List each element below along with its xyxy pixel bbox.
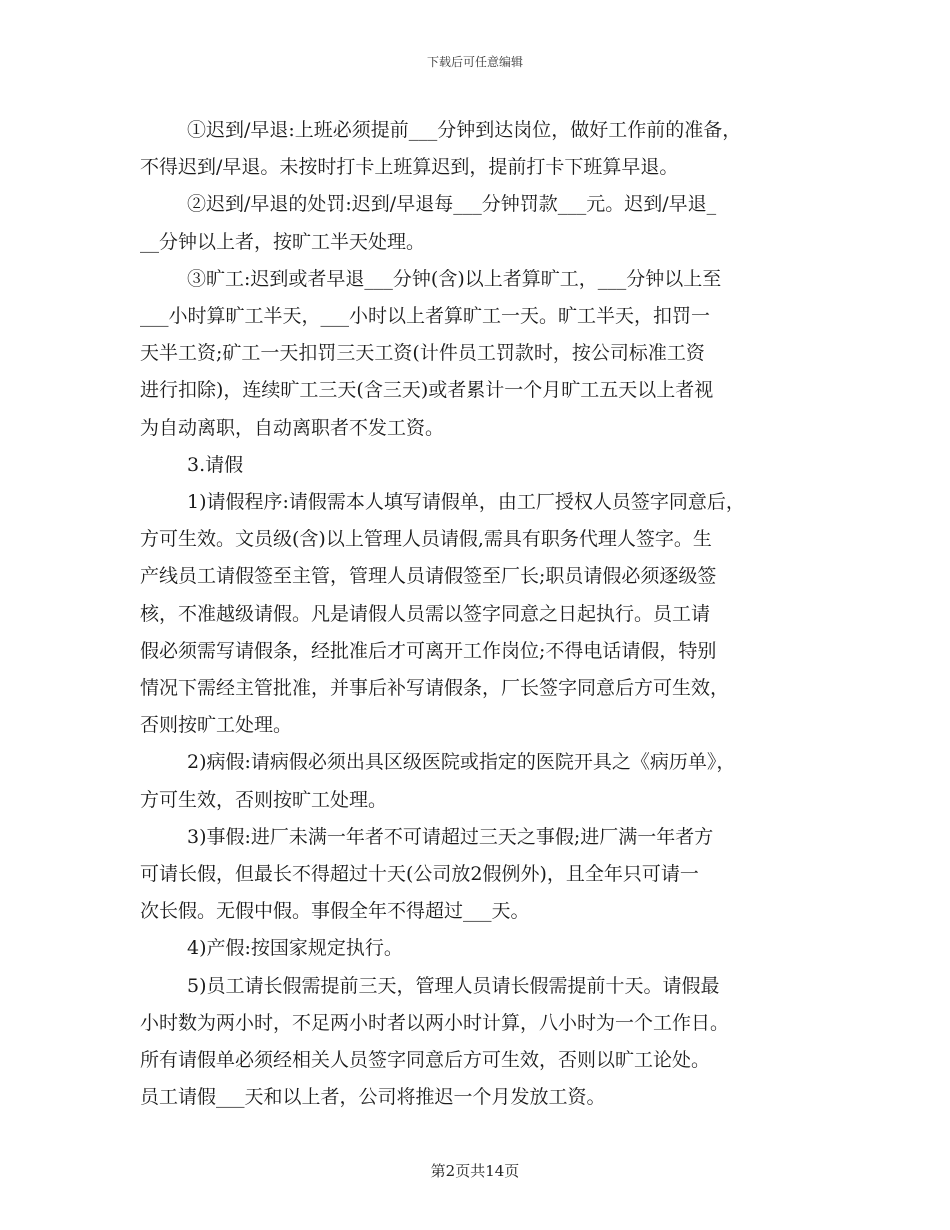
page-header: 下载后可任意编辑 <box>426 55 523 69</box>
body-line: 不得迟到/早退。未按时打卡上班算迟到，提前打卡下班算早退。 <box>140 156 679 179</box>
body-line: 进行扣除)，连续旷工三天(含三天)或者累计一个月旷工五天以上者视 <box>140 379 714 402</box>
page-number-footer: 第2页共14页 <box>430 1162 520 1180</box>
body-line: 次长假。无假中假。事假全年不得超过___天。 <box>140 900 530 923</box>
body-line: 假必须需写请假条，经批准后才可离开工作岗位;不得电话请假，特别 <box>140 639 717 662</box>
body-line: 员工请假___天和以上者，公司将推迟一个月发放工资。 <box>140 1086 606 1109</box>
body-line: 所有请假单必须经相关人员签字同意后方可生效，否则以旷工论处。 <box>140 1049 711 1072</box>
body-line: 产线员工请假签至主管，管理人员请假签至厂长;职员请假必须逐级签 <box>140 565 717 588</box>
body-line: 3)事假:进厂未满一年者不可请超过三天之事假;进厂满一年者方 <box>187 825 714 848</box>
body-line: ___小时算旷工半天，___小时以上者算旷工一天。旷工半天，扣罚一 <box>140 305 711 328</box>
body-line: 可请长假，但最长不得超过十天(公司放2假例外)，且全年只可请一 <box>140 863 699 886</box>
body-line: 3.请假 <box>187 453 244 476</box>
body-line: 4)产假:按国家规定执行。 <box>187 937 403 960</box>
body-line: ②迟到/早退的处罚:迟到/早退每___分钟罚款___元。迟到/早退_ <box>187 193 717 216</box>
body-line: 为自动离职，自动离职者不发工资。 <box>140 416 445 439</box>
body-line: 5)员工请长假需提前三天，管理人员请长假需提前十天。请假最 <box>187 974 720 997</box>
body-line: 方可生效，否则按旷工处理。 <box>140 788 388 811</box>
body-line: 1)请假程序:请假需本人填写请假单，由工厂授权人员签字同意后， <box>187 491 745 514</box>
body-line: __分钟以上者，按旷工半天处理。 <box>140 230 426 253</box>
body-line: 否则按旷工处理。 <box>140 714 293 737</box>
body-line: ①迟到/早退:上班必须提前___分钟到达岗位，做好工作前的准备， <box>187 119 742 141</box>
body-line: 核，不准越级请假。凡是请假人员需以签字同意之日起执行。员工请 <box>140 602 711 625</box>
body-line: 天半工资;矿工一天扣罚三天工资(计件员工罚款时，按公司标准工资 <box>140 342 705 365</box>
body-line: ③旷工:迟到或者早退___分钟(含)以上者算旷工，___分钟以上至 <box>187 267 722 290</box>
document-body <box>140 112 830 1116</box>
body-line: 方可生效。文员级(含)以上管理人员请假,需具有职务代理人签字。生 <box>140 528 712 551</box>
body-line: 小时数为两小时，不足两小时者以两小时计算，八小时为一个工作日。 <box>140 1011 730 1034</box>
body-line: 2)病假:请病假必须出具区级医院或指定的医院开具之《病历单》， <box>187 751 736 774</box>
body-line: 情况下需经主管批准，并事后补写请假条，厂长签字同意后方可生效， <box>140 677 730 700</box>
